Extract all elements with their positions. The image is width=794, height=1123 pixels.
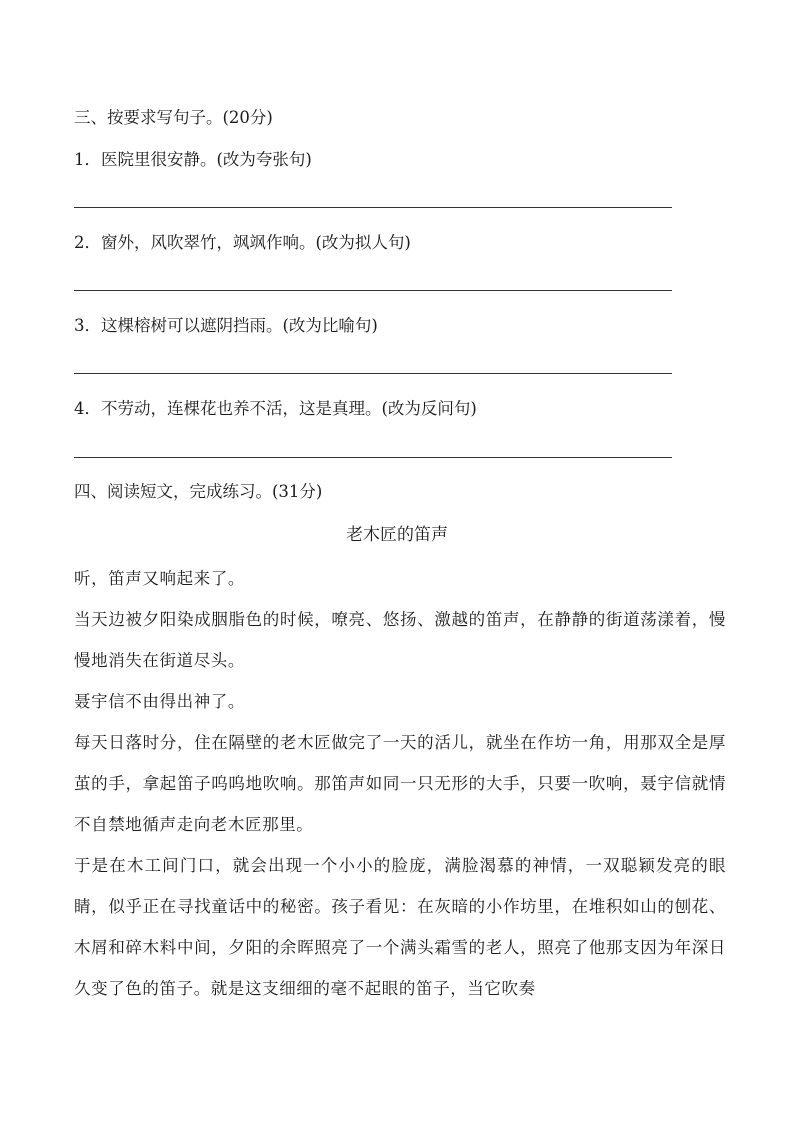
passage-paragraph-4: 每天日落时分，住在隔壁的老木匠做完了一天的活儿，就坐在作坊一角，用那双全是厚茧的手，拿起笛子呜呜地吹响。那笛声如同一只无形的大手，只要一吹响，聂宇信就情不自禁地循声走向老木匠那里。 [74,733,726,834]
question-4: 4．不劳动，连棵花也养不活，这是真理。(改为反问句) [74,399,477,418]
question-1: 1．医院里很安静。(改为夸张句) [74,150,312,169]
passage-title: 老木匠的笛声 [346,525,448,545]
answer-line-3[interactable] [74,373,672,374]
section3-heading: 三、按要求写句子。(20分) [74,108,273,127]
passage-paragraph-1: 听，笛声又响起来了。 [74,569,245,588]
answer-line-4[interactable] [74,457,672,458]
question-3: 3．这棵榕树可以遮阴挡雨。(改为比喻句) [74,316,378,335]
answer-line-1[interactable] [74,207,672,208]
question-2: 2．窗外，风吹翠竹，飒飒作响。(改为拟人句) [74,233,411,252]
passage-paragraph-3: 聂宇信不由得出神了。 [74,692,245,711]
passage-paragraph-2: 当天边被夕阳染成胭脂色的时候，嘹亮、悠扬、激越的笛声，在静静的街道荡漾着，慢慢地消失在街道尽头。 [74,610,726,670]
passage-paragraph-5: 于是在木工间门口，就会出现一个小小的脸庞，满脸渴慕的神情，一双聪颖发亮的眼睛，似乎正在寻找童话中的秘密。孩子看见：在灰暗的小作坊里，在堆积如山的刨花、木屑和碎木料中间，夕阳的余晖照亮了一个满头霜雪的老人，照亮了他那支因为年深日久变了色的笛子。就是这支细细的毫不起眼的笛子，当它吹奏 [74,856,726,998]
section4-heading: 四、阅读短文，完成练习。(31分) [74,482,323,501]
answer-line-2[interactable] [74,290,672,291]
